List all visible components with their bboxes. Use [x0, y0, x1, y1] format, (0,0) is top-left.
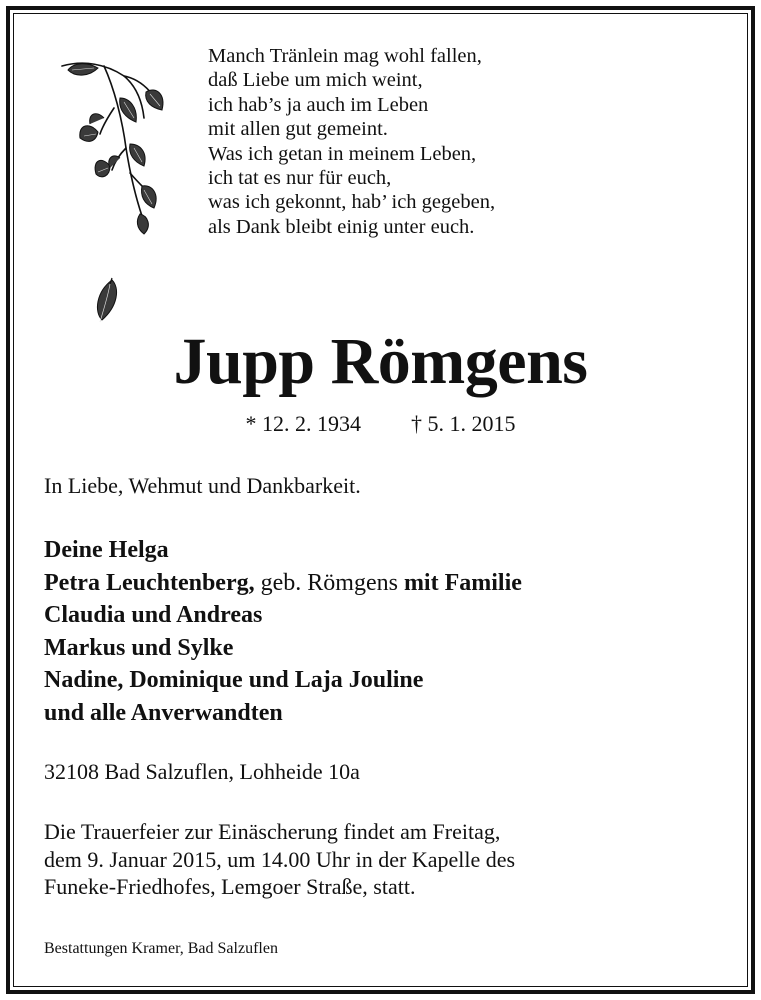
falling-leaf-icon — [90, 276, 122, 326]
ceremony-line: Funeke-Friedhofes, Lemgoer Straße, statt. — [44, 874, 416, 899]
deceased-name: Jupp Römgens — [173, 325, 588, 398]
ceremony-notice — [44, 818, 515, 901]
life-dates — [0, 410, 761, 438]
family-member-suffix: mit Familie — [403, 569, 522, 596]
poem-line: was ich gekonnt, hab’ ich gegeben, — [208, 191, 496, 214]
death-date: † 5. 1. 2015 — [411, 411, 516, 436]
poem-line: Manch Tränlein mag wohl fallen, — [208, 45, 482, 67]
family-member: Deine Helga — [44, 537, 169, 563]
intro-text: In Liebe, Wehmut und Dankbarkeit. — [44, 473, 361, 498]
poem — [208, 44, 495, 239]
ceremony-line: Die Trauerfeier zur Einäscherung findet am Freitag, — [44, 819, 501, 844]
birch-branch-icon — [44, 48, 174, 238]
family-member — [44, 567, 522, 600]
poem-line: als Dank bleibt einig unter euch. — [208, 215, 475, 238]
family-list — [44, 534, 522, 729]
family-member: Nadine, Dominique und Laja Jouline — [44, 667, 424, 693]
poem-line: daß Liebe um mich weint, — [208, 69, 423, 92]
poem-line: Was ich getan in meinem Leben, — [208, 142, 477, 165]
family-member: und alle Anverwandten — [44, 699, 283, 726]
family-member: Claudia und Andreas — [44, 602, 263, 628]
poem-line: mit allen gut gemeint. — [208, 118, 388, 141]
family-member-birthname: geb. Römgens — [254, 569, 404, 596]
family-address: 32108 Bad Salzuflen, Lohheide 10a — [44, 759, 360, 784]
ceremony-line: dem 9. Januar 2015, um 14.00 Uhr in der Kapelle des — [44, 846, 516, 872]
family-member-name: Petra Leuchtenberg, — [44, 569, 255, 596]
undertaker-credit: Bestattungen Kramer, Bad Salzuflen — [44, 940, 278, 957]
birth-date: * 12. 2. 1934 — [245, 411, 361, 436]
poem-line: ich hab’s ja auch im Leben — [208, 93, 429, 116]
poem-line: ich tat es nur für euch, — [208, 167, 392, 190]
family-member: Markus und Sylke — [44, 634, 234, 661]
